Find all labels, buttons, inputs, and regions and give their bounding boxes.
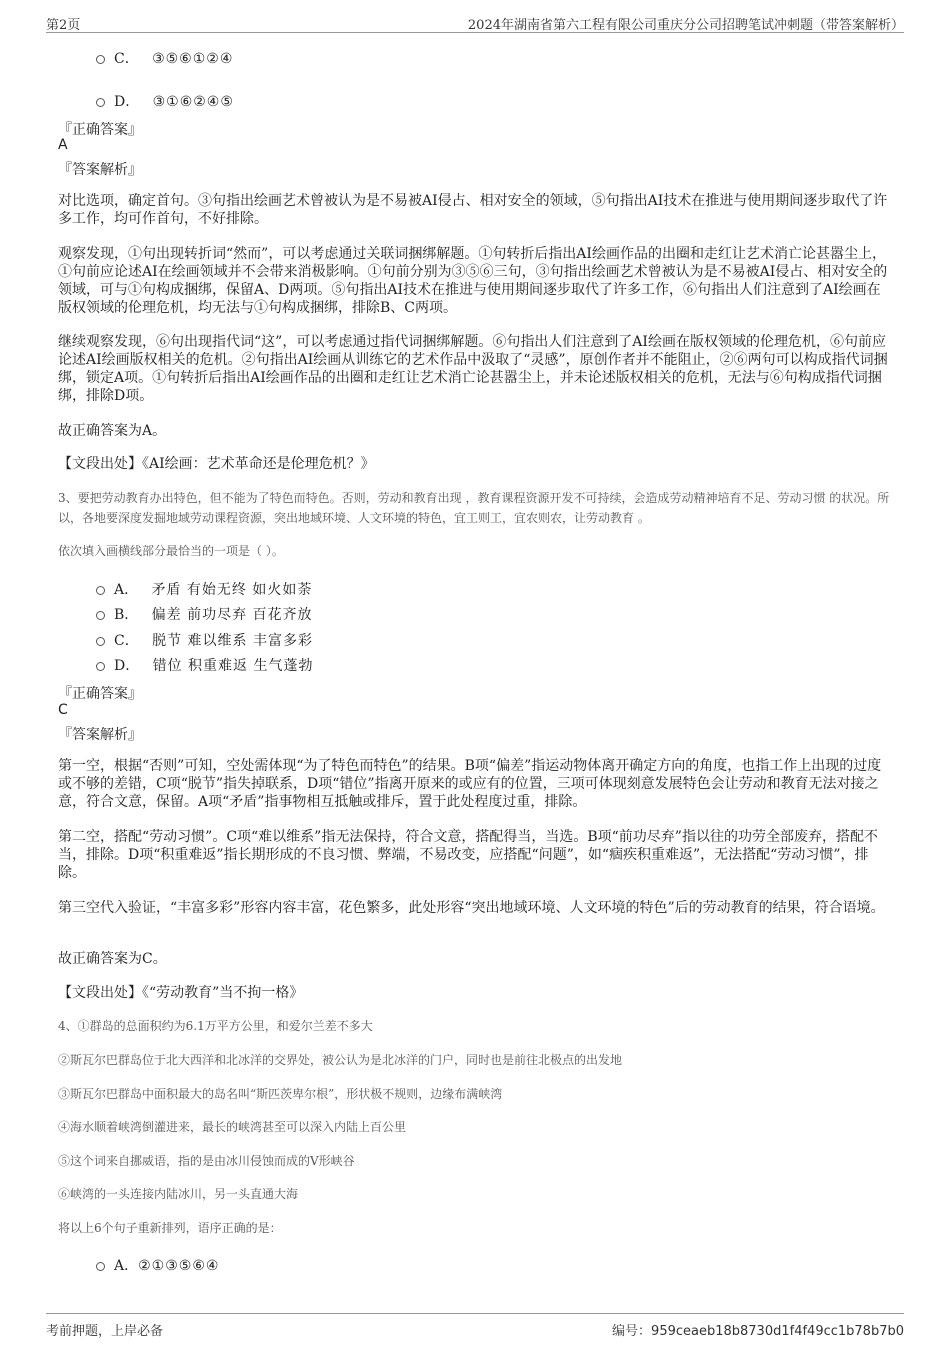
page-footer	[46, 1313, 904, 1338]
sentence-item: ④海水顺着峡湾倒灌进来，最长的峡湾甚至可以深入内陆上百公里	[58, 1120, 407, 1134]
page-number: 第2页	[46, 18, 81, 33]
analysis-label: 『答案解析』	[58, 162, 142, 178]
option-label: C．	[114, 633, 139, 649]
radio-icon[interactable]	[96, 586, 105, 595]
question-prompt: 将以上6个句子重新排列，语序正确的是：	[58, 1221, 282, 1235]
correct-answer-label: 『正确答案』	[58, 122, 142, 138]
page-header	[46, 12, 904, 33]
option-text: 脱节 难以维系 丰富多彩	[152, 633, 313, 649]
correct-answer-value: A	[58, 137, 68, 153]
question-stem: 3、要把劳动教育办出特色，但不能为了特色而特色。否则，劳动和教育出现 ，教育课程资源开发不可持续，会造成劳动精神培育不足、劳动习惯 的状况。所以，各地要深度发掘地域劳动课程资源，突出地域环境、人文环境的特色，宜工则工，宜农则农，让劳动教育 。	[58, 491, 890, 525]
radio-icon[interactable]	[96, 611, 105, 620]
option-text: ③⑤⑥①②④	[152, 51, 234, 67]
code-value: 959ceaeb18b8730d1f4f49cc1b78b7b0	[651, 1324, 904, 1339]
option-d[interactable]	[96, 91, 234, 111]
conclusion: 故正确答案为A。	[58, 423, 167, 439]
radio-icon[interactable]	[96, 55, 105, 64]
option-label: C．	[114, 51, 139, 67]
correct-answer-label: 『正确答案』	[58, 686, 142, 702]
source-citation: 【文段出处】《“劳动教育”当不拘一格》	[58, 985, 304, 1001]
option-label: D．	[114, 94, 140, 110]
sentence-item: ⑤这个词来自挪威语，指的是由冰川侵蚀而成的V形峡谷	[58, 1154, 355, 1168]
option-label: A．	[114, 582, 139, 598]
analysis-paragraph: 对比选项，确定首句。③句指出绘画艺术曾被认为是不易被AI侵占、相对安全的领域，⑤句指出AI技术在推进与使用期间逐步取代了许多工作，均可作首句，不好排除。	[58, 193, 888, 227]
source-citation: 【文段出处】《AI绘画：艺术革命还是伦理危机？》	[58, 456, 375, 472]
option-d[interactable]	[96, 655, 314, 675]
option-text: 错位 积重难返 生气蓬勃	[152, 658, 314, 674]
question-prompt: 依次填入画横线部分最恰当的一项是（ ）。	[58, 544, 284, 558]
analysis-paragraph: 观察发现，①句出现转折词“然而”，可以考虑通过关联词捆绑解题。①句转折后指出AI绘画作品的出圈和走红让艺术消亡论甚嚣尘上，①句前应论述AI在绘画领域并不会带来消极影响。①句前分别为③⑤⑥三句，③句指出绘画艺术曾被认为是不易被AI侵占、相对安全的领域，可与①句构成捆绑，保留A、D两项。⑤句指出AI技术在推进与使用期间逐步取代了许多工作，⑥句指出人们注意到了AI绘画在版权领域的伦理危机，均无法与①句构成捆绑，排除B、C两项。	[58, 246, 888, 316]
analysis-paragraph: 继续观察发现，⑥句出现指代词“这”，可以考虑通过指代词捆绑解题。⑥句指出人们注意到了AI绘画在版权领域的伦理危机，⑥句前应论述AI绘画版权相关的危机。②句指出AI绘画从训练它的艺术作品中汲取了“灵感”，原创作者并不能阻止，②⑥两句可以构成指代词捆绑，锁定A项。①句转折后指出AI绘画作品的出圈和走红让艺术消亡论甚嚣尘上，并未论述版权相关的危机，无法与⑥句构成指代词捆绑，排除D项。	[58, 334, 888, 404]
option-text: 偏差 前功尽弃 百花齐放	[151, 607, 313, 623]
sentence-item: ⑥峡湾的一头连接内陆冰川，另一头直通大海	[58, 1187, 299, 1201]
footer-slogan: 考前押题，上岸必备	[46, 1324, 164, 1339]
sentence-item: ②斯瓦尔巴群岛位于北大西洋和北冰洋的交界处，被公认为是北冰洋的门户，同时也是前往北极点的出发地	[58, 1053, 623, 1067]
radio-icon[interactable]	[96, 662, 105, 671]
analysis-paragraph: 第一空，根据“否则”可知，空处需体现“为了特色而特色”的结果。B项“偏差”指运动物体离开确定方向的角度，也指工作上出现的过度或不够的差错，C项“脱节”指失掉联系，D项“错位”指离开原来的或应有的位置，三项可体现刻意发展特色会让劳动和教育无法对接之意，符合文意，保留。A项“矛盾”指事物相互抵触或排斥，置于此处程度过重，排除。	[58, 758, 882, 810]
option-a[interactable]	[96, 1255, 219, 1275]
option-c[interactable]	[96, 630, 313, 650]
analysis-paragraph: 第二空，搭配“劳动习惯”。C项“难以维系”指无法保持，符合文意，搭配得当，当选。B项“前功尽弃”指以往的功劳全部废弃，搭配不当，排除。D项“积重难返”指长期形成的不良习惯、弊端，不易改变，应搭配“问题”，如“痼疾积重难返”，无法搭配“劳动习惯”，排除。	[58, 829, 878, 881]
radio-icon[interactable]	[96, 98, 105, 107]
option-label: A．	[114, 1258, 139, 1274]
sentence-item: ③斯瓦尔巴群岛中面积最大的岛名叫“斯匹茨卑尔根”，形状极不规则，边缘布满峡湾	[58, 1087, 503, 1101]
option-b[interactable]	[96, 604, 313, 624]
option-text: ②①③⑤⑥④	[138, 1258, 220, 1274]
radio-icon[interactable]	[96, 637, 105, 646]
analysis-paragraph: 第三空代入验证，“丰富多彩”形容内容丰富，花色繁多，此处形容“突出地域环境、人文环境的特色”后的劳动教育的结果，符合语境。	[58, 900, 885, 916]
correct-answer-value: C	[58, 702, 68, 718]
document-code	[612, 1320, 904, 1339]
option-label: B．	[114, 607, 139, 623]
conclusion: 故正确答案为C。	[58, 951, 167, 967]
option-text: 矛盾 有始无终 如火如荼	[151, 582, 313, 598]
sentence-item: 4、①群岛的总面积约为6.1万平方公里，和爱尔兰差不多大	[58, 1019, 373, 1033]
option-label: D．	[114, 658, 140, 674]
document-title: 2024年湖南省第六工程有限公司重庆分公司招聘笔试冲刺题（带答案解析）	[467, 18, 904, 33]
option-c[interactable]	[96, 48, 233, 68]
radio-icon[interactable]	[96, 1262, 105, 1271]
analysis-label: 『答案解析』	[58, 727, 142, 743]
option-text: ③①⑥②④⑤	[152, 94, 234, 110]
code-label: 编号：	[612, 1324, 652, 1339]
option-a[interactable]	[96, 579, 312, 599]
